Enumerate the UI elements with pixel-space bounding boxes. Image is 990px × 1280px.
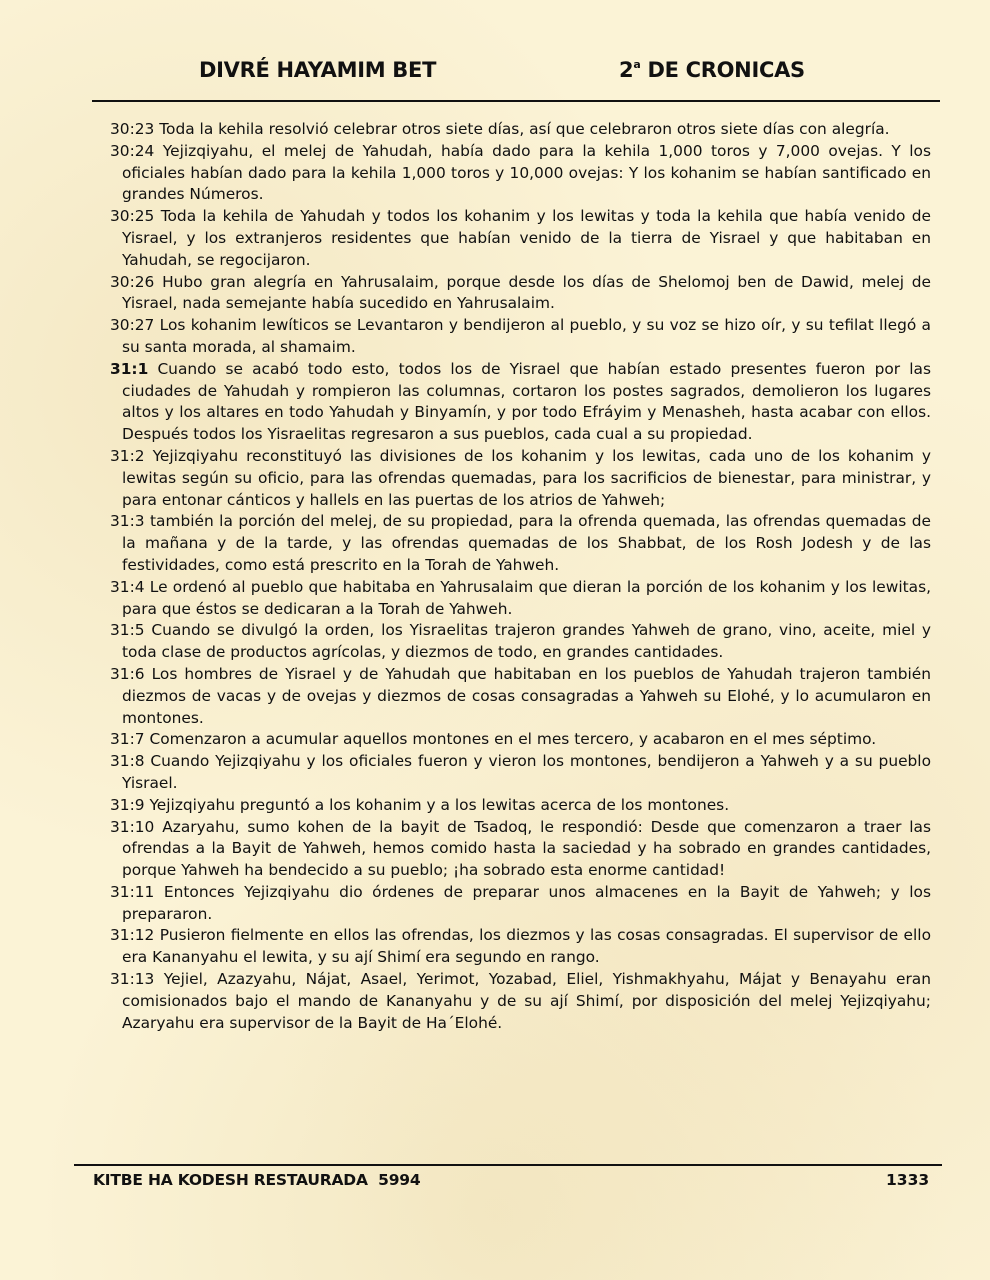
- page-number: 1333: [886, 1171, 930, 1189]
- verse-number: 31:11: [110, 882, 155, 901]
- verse: [110, 206, 931, 271]
- verse-text: Toda la kehila de Yahudah y todos los kohanim y los lewitas y toda la kehila que había venido de Yisrael, y los extranjeros residentes que habían venido de la tierra de Yisrael y que habitaban en Yahudah, se regocijaron.: [122, 207, 931, 269]
- verse-number: 31:6: [110, 664, 145, 683]
- verse-text: Los kohanim lewíticos se Levantaron y bendijeron al pueblo, y su voz se hizo oír, y su tefilat llegó a su santa morada, al shamaim.: [122, 316, 931, 356]
- verse-number: 31:2: [110, 446, 145, 465]
- verse: [110, 272, 931, 316]
- book-number-suffix: a: [633, 58, 641, 71]
- page-header: [92, 58, 940, 102]
- verse-number: 31:3: [110, 512, 145, 531]
- verse: [110, 882, 931, 926]
- verse-text: también la porción del melej, de su propiedad, para la ofrenda quemada, las ofrendas quemadas de la mañana y de la tarde, y las ofrendas quemadas de los Shabbat, de los Rosh Jodesh y de las festividades, como está prescrito en la Torah de Yahweh.: [122, 512, 931, 574]
- verse: [110, 119, 931, 141]
- verse: [110, 620, 931, 664]
- verse-text: Entonces Yejizqiyahu dio órdenes de preparar unos almacenes en la Bayit de Yahweh; y los prepararon.: [122, 882, 931, 923]
- verse-text: Cuando se acabó todo esto, todos los de Yisrael que habían estado presentes fueron por las ciudades de Yahudah y rompieron las columnas, cortaron los postes sagrados, demolieron los lugares altos y los altares en todo Yahudah y Binyamín, y por todo Efráyim y Menasheh, hasta acabar con ellos. Después todos los Yisraelitas regresaron a sus pueblos, cada cual a su propiedad.: [122, 359, 931, 444]
- verse-number: 31:4: [110, 577, 145, 596]
- book-name-text: DE CRONICAS: [640, 58, 805, 82]
- verse: [110, 969, 931, 1034]
- verse: [110, 511, 931, 576]
- verse: [110, 751, 931, 795]
- footer-rule: [74, 1164, 942, 1166]
- verse-number: 30:23: [110, 120, 155, 138]
- verse: [110, 446, 931, 511]
- header-rule: [92, 100, 940, 102]
- verse-text: Los hombres de Yisrael y de Yahudah que habitaban en los pueblos de Yahudah trajeron también diezmos de vacas y de ovejas y diezmos de cosas consagradas a Yahweh su Elohé, y lo acumularon en montones.: [122, 664, 931, 727]
- verse-number: 31:12: [110, 926, 155, 945]
- verse-text: Azaryahu, sumo kohen de la bayit de Tsadoq, le respondió: Desde que comenzaron a traer las ofrendas a la Bayit de Yahweh, hemos comido hasta la saciedad y ha sobrado en grandes cantidades, porque Yahweh ha bendecido a su pueblo; ¡ha sobrado esta enorme cantidad!: [122, 817, 931, 880]
- verse: [110, 577, 931, 621]
- book-number: 2: [619, 58, 634, 82]
- verse-number: 30:25: [110, 207, 155, 226]
- verse: [110, 664, 931, 729]
- verse-text: Yejizqiyahu preguntó a los kohanim y a los lewitas acerca de los montones.: [144, 795, 730, 814]
- verse-number: 31:7: [110, 730, 145, 749]
- chapter-verse-number: 31:1: [110, 359, 149, 378]
- verse-number: 30:26: [110, 272, 155, 291]
- verse-number: 30:24: [110, 141, 155, 160]
- verse: [110, 817, 931, 882]
- verse: [110, 359, 931, 446]
- verse: [110, 925, 931, 969]
- verse-number: 31:9: [110, 795, 145, 814]
- verse-text: Comenzaron a acumular aquellos montones en el mes tercero, y acabaron en el mes séptimo.: [144, 730, 877, 749]
- verse-text: Cuando se divulgó la orden, los Yisraelitas trajeron grandes Yahweh de grano, vino, aceite, miel y toda clase de productos agrícolas, y diezmos de todo, en grandes cantidades.: [122, 621, 931, 662]
- verse-number: 31:10: [110, 817, 155, 836]
- verse-number: 31:8: [110, 752, 145, 771]
- verse-text: Cuando Yejizqiyahu y los oficiales fueron y vieron los montones, bendijeron a Yahweh y a su pueblo Yisrael.: [122, 752, 931, 792]
- verse: [110, 141, 931, 206]
- book-title: DIVRÉ HAYAMIM BET: [199, 58, 437, 82]
- verse-text: Pusieron fielmente en ellos las ofrendas, los diezmos y las cosas consagradas. El supervisor de ello era Kananyahu el lewita, y su ají Shimí era segundo en rango.: [122, 926, 931, 967]
- verse-list: [110, 119, 931, 1034]
- verse: [110, 315, 931, 359]
- verse: [110, 729, 931, 751]
- verse-number: 30:27: [110, 316, 155, 335]
- book-name: [619, 58, 805, 82]
- footer-title: KITBE HA KODESH RESTAURADA 5994: [93, 1171, 421, 1189]
- verse-text: Yejiel, Azazyahu, Nájat, Asael, Yerimot, Yozabad, Eliel, Yishmakhyahu, Májat y Benayahu eran comisionados bajo el mando de Kananyahu y de su ají Shimí, por disposición del melej Yejizqiyahu; Azaryahu era supervisor de la Bayit de Ha´Elohé.: [122, 970, 931, 1032]
- verse: [110, 795, 931, 817]
- verse-number: 31:5: [110, 621, 145, 640]
- verse-number: 31:13: [110, 970, 155, 989]
- verse-text: Hubo gran alegría en Yahrusalaim, porque desde los días de Shelomoj ben de Dawid, melej de Yisrael, nada semejante había sucedido en Yahrusalaim.: [122, 272, 931, 313]
- verse-text: Yejizqiyahu, el melej de Yahudah, había dado para la kehila 1,000 toros y 7,000 ovejas. Y los oficiales habían dado para la kehila 1,000 toros y 10,000 ovejas: Y los kohanim se habían santificado en grandes Números.: [122, 141, 931, 204]
- verse-text: Le ordenó al pueblo que habitaba en Yahrusalaim que dieran la porción de los kohanim y los lewitas, para que éstos se dedicaran a la Torah de Yahweh.: [122, 577, 931, 618]
- verse-text: Toda la kehila resolvió celebrar otros siete días, así que celebraron otros siete días con alegría.: [154, 120, 890, 138]
- verse-text: Yejizqiyahu reconstituyó las divisiones de los kohanim y los lewitas, cada uno de los kohanim y lewitas según su oficio, para las ofrendas quemadas, para los sacrificios de bienestar, para ministrar, y para entonar cánticos y hallels en las puertas de los atrios de Yahweh;: [122, 446, 931, 509]
